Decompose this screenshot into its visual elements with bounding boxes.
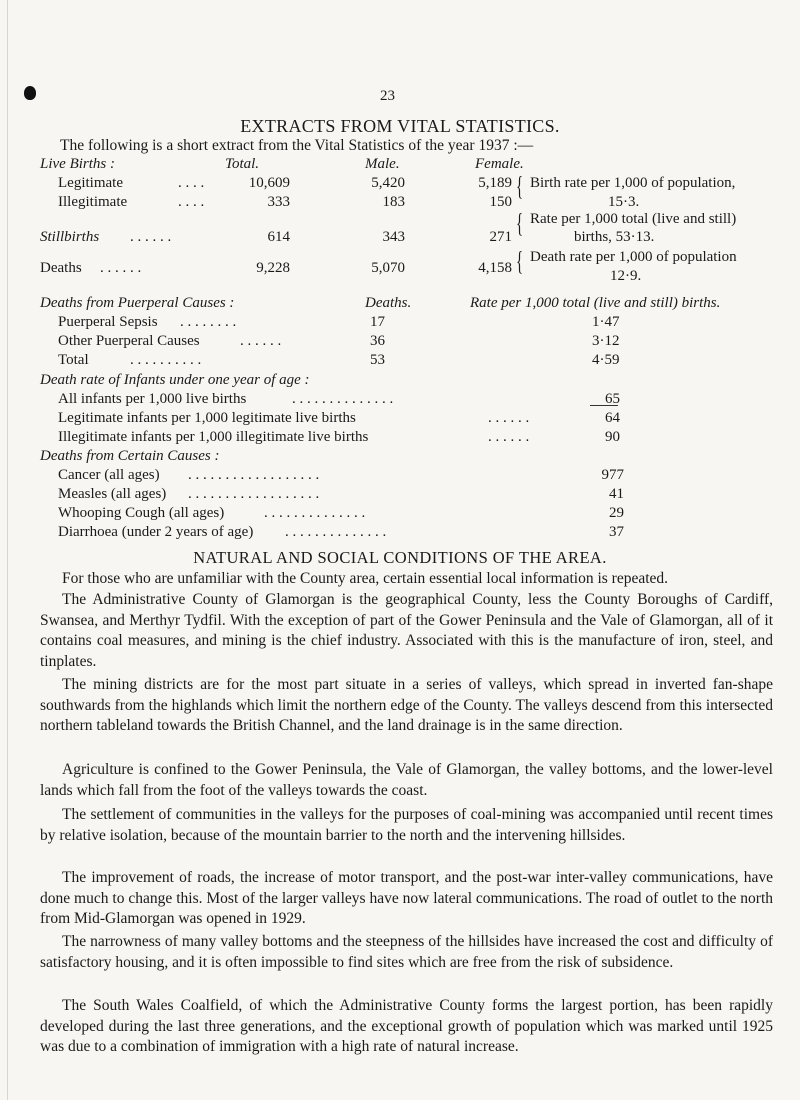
- illegitimate-female: 150: [489, 194, 512, 210]
- curly-brace: {: [516, 246, 524, 276]
- paragraph: The settlement of communities in the valleys for the purposes of coal-mining was accompanied until recent times by relative isolation, because of the mountain barrier to the north and the intervening hillsides.: [40, 806, 773, 844]
- infant-value: 64: [605, 410, 620, 426]
- live-births-heading: Live Births :: [40, 156, 115, 172]
- puerperal-deaths: 36: [370, 333, 385, 349]
- infant-value: 90: [605, 429, 620, 445]
- puerperal-rate: 4·59: [592, 352, 620, 368]
- row-dots: . . . . . . . . . . . . . . . . . .: [188, 467, 320, 483]
- infant-death-heading: Death rate of Infants under one year of age :: [40, 372, 310, 388]
- row-dots: . . . . . . . . . . . . . .: [264, 505, 366, 521]
- paragraph: For those who are unfamiliar with the County area, certain essential local information is repeated.: [62, 570, 669, 587]
- row-label-illegitimate: Illegitimate: [58, 194, 128, 210]
- row-label-legitimate: Legitimate: [58, 175, 123, 191]
- paragraph: Agriculture is confined to the Gower Peninsula, the Vale of Glamorgan, the valley bottoms, and the lower-level lands which fall from the foot of the valleys towards the coast.: [40, 761, 773, 799]
- illegitimate-total: 333: [267, 194, 290, 210]
- birth-rate-line1: Birth rate per 1,000 of population,: [530, 175, 736, 191]
- col-female-header: Female.: [475, 156, 524, 172]
- stillbirths-female: 271: [489, 229, 512, 245]
- ink-dot: [24, 86, 36, 100]
- birth-rate-line2: 15·3.: [608, 194, 640, 210]
- puerperal-row-label: Total: [58, 352, 89, 368]
- infant-row-label: Legitimate infants per 1,000 legitimate live births: [58, 410, 356, 426]
- stillbirths-total: 614: [267, 229, 290, 245]
- row-dots: . . . . . . . . . . . . . .: [285, 524, 387, 540]
- infant-value: 65: [605, 391, 620, 407]
- cause-row-label: Measles (all ages): [58, 486, 167, 502]
- deaths-label: Deaths: [40, 260, 82, 276]
- certain-causes-heading: Deaths from Certain Causes :: [40, 448, 220, 464]
- paragraph: The South Wales Coalfield, of which the Administrative County forms the largest portion, has been rapidly developed during the last three generations, and the exceptional growth of population which was marked until 1925 was due to a combination of immigration with a high rate of natural increase.: [40, 997, 773, 1055]
- row-dots: . . . . . . . . . . . . . . . . . .: [188, 486, 320, 502]
- curly-brace: {: [516, 171, 524, 201]
- legitimate-female: 5,189: [478, 175, 512, 191]
- row-dots: . . . . . . . . . . . . . .: [292, 391, 394, 407]
- puerperal-deaths: 17: [370, 314, 385, 330]
- cause-row-label: Whooping Cough (all ages): [58, 505, 225, 521]
- stillbirths-label: Stillbirths: [40, 229, 100, 245]
- col-deaths-header: Deaths.: [365, 295, 412, 311]
- puerperal-heading: Deaths from Puerperal Causes :: [40, 295, 235, 311]
- stillbirths-male: 343: [382, 229, 405, 245]
- illegitimate-male: 183: [382, 194, 405, 210]
- row-dots: . . . . . . . .: [180, 314, 237, 330]
- row-dots: . . . . . .: [130, 229, 172, 245]
- paragraph: The Administrative County of Glamorgan is the geographical County, less the County Boroughs of Cardiff, Swansea, and Merthyr Tydfil. With the exception of part of the Gower Peninsula and the Vale of Glamorgan, all of it contains coal measures, and mining is the chief industry. Associated with this is the manufacture of iron, steel, and tinplates.: [40, 591, 773, 670]
- section-heading: NATURAL AND SOCIAL CONDITIONS OF THE AREA.: [193, 548, 607, 567]
- col-rate-header: Rate per 1,000 total (live and still) births.: [470, 295, 721, 311]
- legitimate-male: 5,420: [371, 175, 405, 191]
- cause-value: 29: [609, 505, 624, 521]
- puerperal-deaths: 53: [370, 352, 385, 368]
- intro-text: The following is a short extract from the Vital Statistics of the year 1937 :—: [60, 137, 534, 154]
- puerperal-rate: 1·47: [592, 314, 620, 330]
- row-dots: . . . .: [178, 175, 205, 191]
- curly-brace: {: [516, 208, 524, 238]
- deaths-male: 5,070: [371, 260, 405, 276]
- row-dots: . . . . . . . . . .: [130, 352, 202, 368]
- cause-value: 41: [609, 486, 624, 502]
- row-dots: . . . . . .: [240, 333, 282, 349]
- deaths-total: 9,228: [256, 260, 290, 276]
- row-dots: . . . . . .: [488, 429, 530, 445]
- cause-row-label: Diarrhoea (under 2 years of age): [58, 524, 254, 540]
- infant-row-label: Illegitimate infants per 1,000 illegitimate live births: [58, 429, 369, 445]
- paragraph: The narrowness of many valley bottoms and the steepness of the hillsides have increased the cost and difficulty of satisfactory housing, and it is often impossible to find sites which are free from the risk of subsidence.: [40, 933, 773, 971]
- cause-value: 977: [601, 467, 624, 483]
- row-dots: . . . . . .: [488, 410, 530, 426]
- col-total-header: Total.: [225, 156, 260, 172]
- row-dots: . . . .: [178, 194, 205, 210]
- deaths-female: 4,158: [478, 260, 512, 276]
- legitimate-total: 10,609: [248, 175, 290, 191]
- row-dots: . . . . . .: [100, 260, 142, 276]
- cause-row-label: Cancer (all ages): [58, 467, 160, 483]
- page-number: 23: [380, 88, 395, 104]
- puerperal-row-label: Puerperal Sepsis: [58, 314, 158, 330]
- puerperal-row-label: Other Puerperal Causes: [58, 333, 200, 349]
- col-male-header: Male.: [365, 156, 400, 172]
- puerperal-rate: 3·12: [592, 333, 620, 349]
- cause-value: 37: [609, 524, 624, 540]
- stillbirth-rate-line1: Rate per 1,000 total (live and still): [530, 211, 737, 227]
- paragraph: The mining districts are for the most part situate in a series of valleys, which spread in inverted fan-shape southwards from the highlands which limit the northern edge of the County. The valleys descend from this intersected northern tableland towards the British Channel, and the land drainage is in the same direction.: [40, 676, 773, 734]
- stillbirth-rate-line2: births, 53·13.: [574, 229, 655, 245]
- death-rate-line2: 12·9.: [610, 268, 642, 284]
- document-title: EXTRACTS FROM VITAL STATISTICS.: [240, 116, 560, 136]
- death-rate-line1: Death rate per 1,000 of population: [530, 249, 737, 265]
- paragraph: The improvement of roads, the increase of motor transport, and the post-war inter-valley communications, have done much to change this. Most of the larger valleys have now lateral communications. The road of outlet to the north from Mid-Glamorgan was opened in 1929.: [40, 869, 773, 927]
- infant-row-label: All infants per 1,000 live births: [58, 391, 247, 407]
